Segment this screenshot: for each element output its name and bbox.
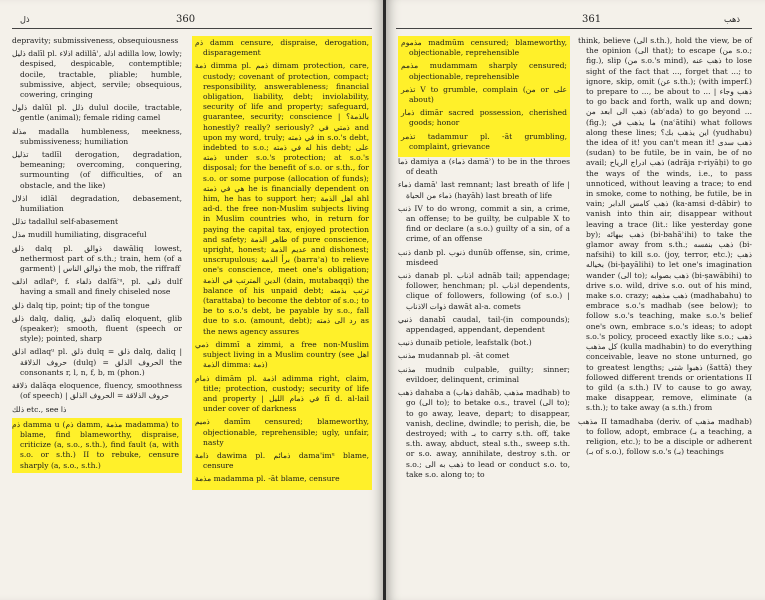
entry: ذنب IV to do wrong, commit a sin, a crime, an offense; to be guilty, be culpable X to find or declare (a s.o.) guilty of a sin, of a crime, of an offense	[398, 203, 570, 244]
right-column-1	[398, 36, 570, 483]
entry: مذهب II tamadhaba (deriv. of مذهب madhab) to follow, adopt, embrace (بـ a teaching, a religion, etc.); to be a disciple or adherent (بـ of s.o.), follow s.o.'s (بـ) teachings	[578, 416, 753, 457]
highlight-block	[398, 36, 570, 157]
entry: ذلق dalq tip, point; tip of the tongue	[12, 300, 150, 310]
page-number: 360	[176, 14, 196, 25]
entry: ذليل dalīl pl. اذلاء adillāʾ, اذلة adilla low, lowly; despised, despicable, contemptible; docile, tractable, pliable; humble, submissive, abject, servile; obsequious, cowering, cringing	[12, 49, 183, 100]
entry: ذنب danb pl. ذنوب dunūb offense, sin, crime, misdeed	[398, 247, 570, 267]
entry: ذميم damīm censured; blameworthy, objectionable, reprehensible; ugly, unfair, nasty	[195, 417, 369, 447]
entry: ذمة dimma pl. ذمم dimam protection, care, custody; covenant of protection, compact; responsibility, answerableness; financial obligation, liability, debt; inviolability, security of life and property; safeguard, guarantee, security; conscience | بالذمة؟ honestly? really? seriously? ذمتي في and upon my word, truly; في ذمته in s.o.'s debt, indebted to s.o.; له في ذمته his debt; على ذمته under s.o.'s protection; at s.o.'s disposal; for the benefit of s.o. or s.th., for s.o. or some purpose (allocation of funds); هي في ذمته he is financially dependent on him, he has to support her; اهل الذمة ahl ad-d. the free non-Muslim subjects living in Muslim countries who, in return for paying the capital tax, enjoyed protection and safety; طاهر الذمة of pure conscience, upright, honest; عديم الذمة and dishonest; unscrupulous; برأ الذمة (barraʾa) to relieve one's conscience, meet one's obligation; الدين المترتب في الذمة (dain, mutabaqqi) the balance of his unpaid debt; ترتب بذمته (tarattaba) to become the debtor of s.o.; to be to s.o.'s debt, be payable by s.o., fall due to s.o. (amount, debt); رد الى ذمته as the news agency assures	[195, 61, 370, 336]
entry: ذمام dimām pl. اذمة adimma right, claim, title; protection, custody; security of life and property | في ذمام الليل fī d. al-lail under cover of darkness	[195, 373, 370, 414]
entry: ذلق dalq, daliq, ذليق dalīq eloquent, glib (speaker); smooth, fluent (speech or style); pointed, sharp	[12, 313, 182, 344]
header-rule	[396, 28, 752, 29]
entry: ذما damiya a (ذماء damāʾ) to be in the throes of death	[398, 157, 570, 177]
entry: مذموم madmūm censured; blameworthy, objectionable, reprehensible	[401, 38, 567, 58]
entry: ذنب danab pl. اذناب adnāb tail; appendage; follower, henchman; pl. اذناب dependents, clique of followers, following (of s.o.) | ذوات الاذناب dawāt al-a. comets	[398, 271, 570, 311]
entry: مذمم mudammam sharply censured; objectionable, reprehensible	[401, 61, 567, 81]
right-column-2	[578, 36, 752, 460]
entry: ذلاقة dalāqa eloquence, fluency, smoothness (of speech) | حروف الذلاقة = الحروف الذلق	[12, 381, 182, 401]
entry: مذنب mudnib culpable, guilty; sinner; evildoer, delinquent, criminal	[398, 364, 570, 384]
entry: ذماء damāʾ last remnant; last breath of life | ذماء من الحياة (hayāh) last breath of life	[398, 180, 570, 200]
entry: ذلك etc., see ذا	[12, 404, 67, 414]
entry: تذمر V to grumble, complain (من or على about)	[401, 84, 567, 105]
right-page	[386, 0, 765, 600]
running-head: ذهب	[724, 14, 741, 24]
entry: تذليل tadlīl derogation, degradation, bemeaning; overcoming, conquering, surmounting (of difficulties, of an obstacle, and the like)	[12, 150, 182, 190]
entry: مذلة madalla humbleness, meekness, submissiveness; humiliation	[12, 126, 182, 146]
entry: think, believe (الى s.th.), hold the view, be of the opinion (الى that); to escape (من s.o.; fig.), slip (من s.o.'s mind), ذهب عنه to lose sight of the fact that ..., forget that ...; to ignore, skip, omit (عن s.th.); (with imperf.) to prepare to ..., be about to ... | ذهب وجاء to go back and forth, walk up and down; ذهب الى ابعد من (abʿada) to go beyond ... (fig.); ما يذهب في (naʿātihi) what follows along these lines; اين يذهب بك؟ (yudhabu) the idea of it! you can't mean it! ذهب سدى (sudan) to be futile, be in vain, be of no avail; ذهب ادراج الرياح (adrāja r-riyāḥi) to go the ways of the winds, i.e., to pass unnoticed, without leaving a trace; to end in smoke, come to nothing, be futile, be in vain; ذهب كامس الدابر (ka-amsi d-dābir) to vanish into thin air, disappear without leaving a trace (lit.: like yesterday gone by); ذهب ببهائه (bi-bahāʾihi) to take the glamor away from s.th.; ذهب بنفسه (bi-nafsihi) to kill s.o. (joy, terror, etc.); ذهب بخياله (bi-ḫayālihi) to let one's imagination wander (الى to); ذهب بصوابه (bi-ṣawābihi) to drive s.o. wild, drive s.o. out of his mind, make s.o. crazy; ذهب مذهبه (madhabahu) to embrace s.o.'s madhab (see below); to follow s.o.'s teaching, make s.o.'s belief one's own, embrace s.o.'s ideas; to adopt s.o.'s policy, proceed exactly like s.o.; ذهب كل مذهب (kulla madhabin) to do everything conceivable, leave no stone unturned, go to greatest lengths; ذهبوا شتى (šattā) they followed different trends or orientations II to gild (a s.th.) IV to cause to go away, make disappear, remove, eliminate (a s.th.); to take away (a s.th.) from	[578, 36, 753, 413]
running-head: ذل	[20, 14, 30, 24]
entry: ذلق dalq pl. ذوالق dawāliq lowest, nethermost part of s.th.; train, hem (of a garment) | ذوالق الناس the mob, the riffraff	[12, 243, 182, 274]
entry: تذلل tadallul self-abasement	[12, 217, 119, 227]
entry: اذلق adlaqᵘ pl. ذلق dulq = ذلق dalq, daliq | حروف الذلاقة (dulq) = الحروف الذلق the consonants r, l, n, f, b, m (phon.)	[12, 347, 183, 377]
entry: تذمر tadammur pl. -āt grumbling, complaint, grievance	[401, 131, 567, 151]
highlighted-entry: ذم damma u (ذم damm, مذمة madamma) to blame, find blameworthy, dispraise, criticize (a, s.o., s.th.), find fault (a, with s.o. or s.th.) II to rebuke, censure sharply (a, s.o., s.th.)	[12, 418, 182, 473]
entry: depravity; submissiveness, obsequiousness	[12, 36, 179, 45]
entry: ذمي dimmī a zimmi, a free non-Muslim subject living in a Muslim country (see اهل الذمة dimma: ذمة)	[195, 339, 369, 370]
entry: ذنبي danabī caudal, tail-(in compounds); appendaged, appendant, dependent	[398, 314, 570, 335]
entry: مذل mudill humiliating, disgraceful	[12, 230, 147, 240]
entry: ذامة dawima pl. ذمائم dama'imᵘ blame, censure	[195, 450, 369, 471]
entry: ذمار dimār sacred possession, cherished goods; honor	[401, 108, 567, 128]
entry: ذلول dalūl pl. ذلل dulul docile, tractable, gentle (animal); female riding camel	[12, 103, 182, 123]
header-rule	[12, 28, 372, 29]
entry: ذم damm censure, dispraise, derogation, disparagement	[195, 38, 369, 58]
left-column-2	[192, 36, 372, 490]
entry: اذلف adlafᵘ, f. ذلفاء dalfāʾᵘ, pl. ذلف dulf having a small and finely chiseled nose	[12, 277, 183, 297]
page-number: 361	[582, 14, 602, 25]
entry: مذمة madamma pl. -āt blame, censure	[195, 474, 340, 484]
left-column-1	[12, 36, 182, 476]
entry: ذهب dahaba a (ذهاب dahāb, مذهب madhab) to go (الى to); to betake o.s., travel (الى to); to go away, leave, depart; to disappear, vanish, decline, dwindle; to perish, die, be destroyed; with بـ to carry s.th. off, take s.th. away, abduct, steal s.th., sweep s.th. or s.o. away, annihilate, destroy s.th. or s.o.; ذهب به الى to lead or conduct s.o. to, take s.o. along to; to	[398, 388, 571, 479]
entry: اذلال idlāl degradation, debasement, humiliation	[12, 193, 182, 214]
entry: ذنيب dunaib petiole, leafstalk (bot.)	[398, 338, 532, 348]
entry: مذنب mudannab pl. -āt comet	[398, 351, 510, 361]
highlight-block	[192, 36, 372, 490]
